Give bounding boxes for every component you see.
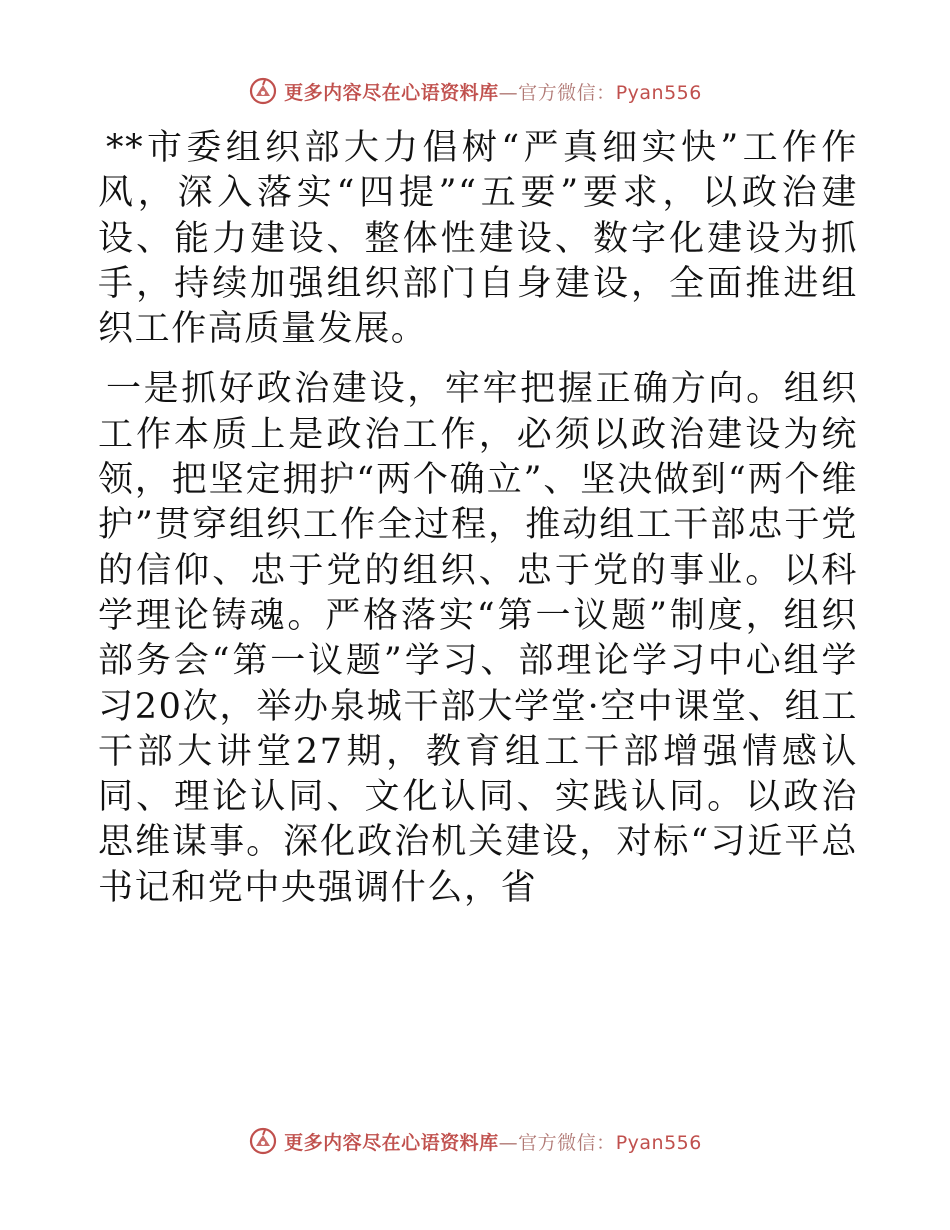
document-body — [98, 126, 858, 911]
watermark-official: 官方微信： — [518, 81, 616, 104]
watermark-brand: 更多内容尽在心语资料库 — [284, 1131, 499, 1154]
watermark-separator: — — [498, 81, 519, 104]
watermark-wechat-id: Pyan556 — [615, 1131, 702, 1154]
footer-watermark — [0, 1121, 950, 1161]
paragraph-intro: **市委组织部大力倡树“严真细实快”工作作风，深入落实“四提”“五要”要求，以政治建设、能力建设、整体性建设、数字化建设为抓手，持续加强组织部门自身建设，全面推进组织工作高质量发展。 — [98, 128, 858, 350]
watermark-wechat-id: Pyan556 — [615, 81, 702, 104]
watermark-brand: 更多内容尽在心语资料库 — [284, 81, 499, 104]
watermark-official: 官方微信： — [518, 1131, 616, 1154]
book-pen-logo-icon — [248, 76, 278, 106]
header-watermark — [0, 71, 950, 111]
book-pen-logo-icon — [248, 1126, 278, 1156]
watermark-separator: — — [498, 1131, 519, 1154]
paragraph-political-building: 一是抓好政治建设，牢牢把握正确方向。组织工作本质上是政治工作，必须以政治建设为统领，把坚定拥护“两个确立”、坚决做到“两个维护”贯穿组织工作全过程，推动组工干部忠于党的信仰、忠于党的组织、忠于党的事业。以科学理论铸魂。严格落实“第一议题”制度，组织部务会“第一议题”学习、部理论学习中心组学习20次，举办泉城干部大学堂·空中课堂、组工干部大讲堂27期，教育组工干部增强情感认同、理论认同、文化认同、实践认同。以政治思维谋事。深化政治机关建设，对标“习近平总书记和党中央强调什么，省 — [98, 369, 858, 908]
